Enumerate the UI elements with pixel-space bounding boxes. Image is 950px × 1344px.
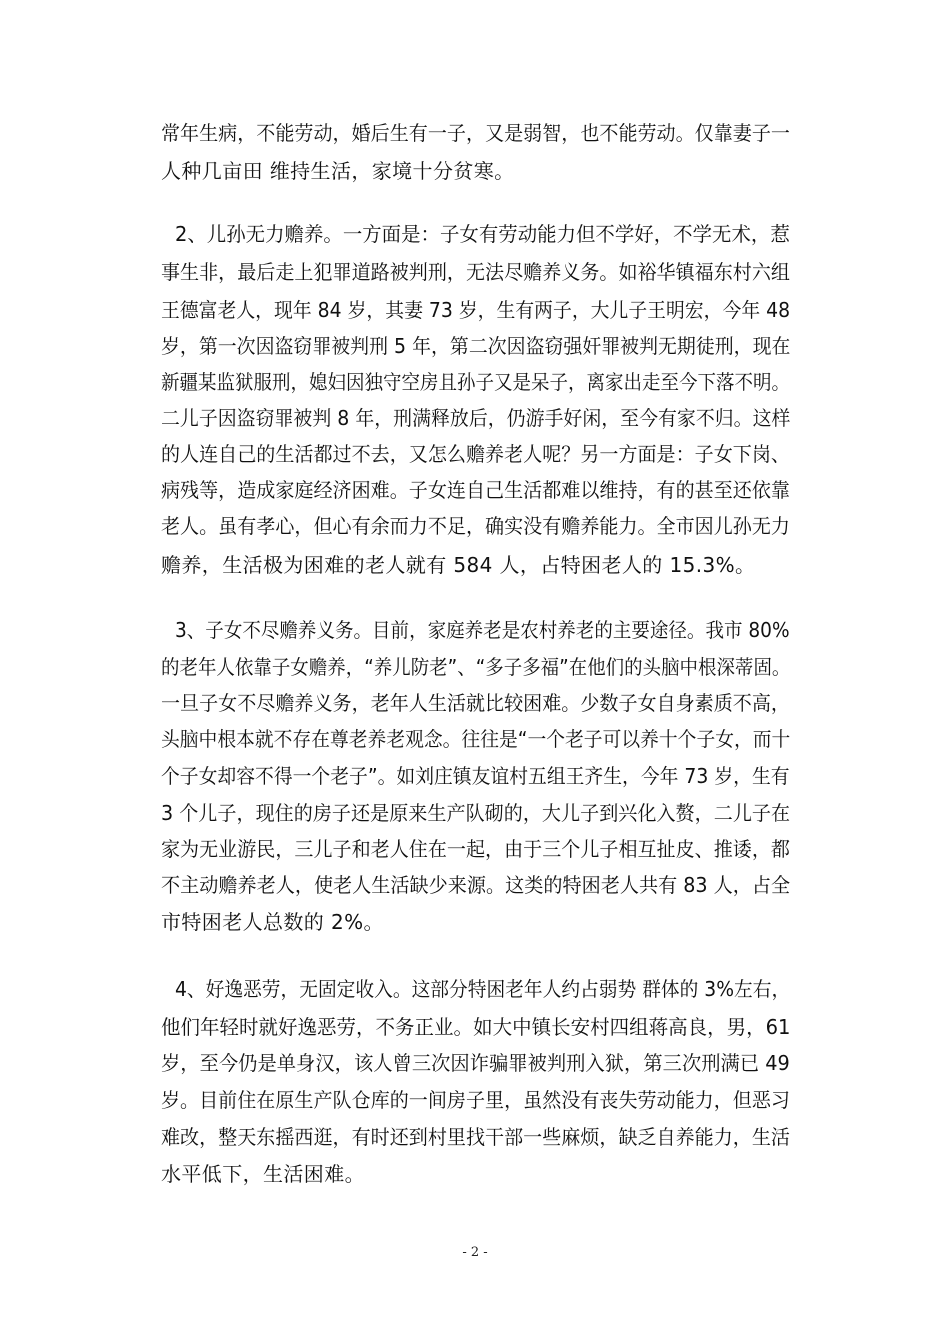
text-line: 事生非，最后走上犯罪道路被判刑，无法尽赡养义务。如裕华镇福东村六组 <box>161 260 790 284</box>
text-line: 岁。目前住在原生产队仓库的一间房子里，虽然没有丧失劳动能力，但恶习 <box>161 1088 790 1112</box>
text-line: 一旦子女不尽赡养义务，老年人生活就比较困难。少数子女自身素质不高， <box>161 691 790 715</box>
text-line: 老人。虽有孝心，但心有余而力不足，确实没有赡养能力。全市因儿孙无力 <box>161 514 790 538</box>
text-line: 的人连自己的生活都过不去，又怎么赡养老人呢？另一方面是：子女下岗、 <box>161 442 790 466</box>
text-line: 市特困老人总数的 2%。 <box>161 910 384 934</box>
text-line: 岁，至今仍是单身汉，该人曾三次因诈骗罪被判刑入狱，第三次刑满已 49 <box>161 1051 790 1075</box>
text-line: 的老年人依靠子女赡养，“养儿防老”、“多子多福”在他们的头脑中根深蒂固。 <box>161 655 791 679</box>
text-line: 王德富老人，现年 84 岁，其妻 73 岁，生有两子，大儿子王明宏，今年 48 <box>161 298 791 322</box>
text-line: 人种几亩田 维持生活，家境十分贫寒。 <box>161 159 515 183</box>
text-line: 他们年轻时就好逸恶劳，不务正业。如大中镇长安村四组蒋高良，男，61 <box>161 1015 791 1039</box>
text-line: 赡养，生活极为困难的老人就有 584 人，占特困老人的 15.3%。 <box>161 553 756 577</box>
text-line: 新疆某监狱服刑，媳妇因独守空房且孙子又是呆子，离家出走至今下落不明。 <box>161 370 790 394</box>
text-line: 水平低下，生活困难。 <box>161 1162 365 1186</box>
text-line: 3 个儿子，现住的房子还是原来生产队砌的，大儿子到兴化入赘，二儿子在 <box>161 801 791 825</box>
text-line: 岁，第一次因盗窃罪被判刑 5 年，第二次因盗窃强奸罪被判无期徒刑，现在 <box>161 334 791 358</box>
text-line: 家为无业游民，三儿子和老人住在一起，由于三个儿子相互扯皮、推诿，都 <box>161 837 790 861</box>
text-line: 常年生病，不能劳动，婚后生有一子，又是弱智，也不能劳动。仅靠妻子一 <box>161 121 790 145</box>
paragraph-heading-4: 4、好逸恶劳，无固定收入。这部分特困老年人约占弱势 群体的 3%左右， <box>175 977 791 1001</box>
text-line: 难改，整天东摇西逛，有时还到村里找干部一些麻烦，缺乏自养能力，生活 <box>161 1125 790 1149</box>
text-line: 不主动赡养老人，使老人生活缺少来源。这类的特困老人共有 83 人，占全 <box>161 873 791 897</box>
paragraph-heading-3: 3、子女不尽赡养义务。目前，家庭养老是农村养老的主要途径。我市 80% <box>175 618 790 642</box>
text-line: 头脑中根本就不存在尊老养老观念。往往是“一个老子可以养十个子女，而十 <box>161 727 791 751</box>
paragraph-heading-2: 2、儿孙无力赡养。一方面是：子女有劳动能力但不学好，不学无术，惹 <box>175 222 790 246</box>
page-number: - 2 - <box>462 1245 488 1260</box>
text-line: 个子女却容不得一个老子”。如刘庄镇友谊村五组王齐生，今年 73 岁，生有 <box>161 764 790 788</box>
text-line: 二儿子因盗窃罪被判 8 年，刑满释放后，仍游手好闲，至今有家不归。这样 <box>161 406 791 430</box>
text-line: 病残等，造成家庭经济困难。子女连自己生活都难以维持，有的甚至还依靠 <box>161 478 790 502</box>
